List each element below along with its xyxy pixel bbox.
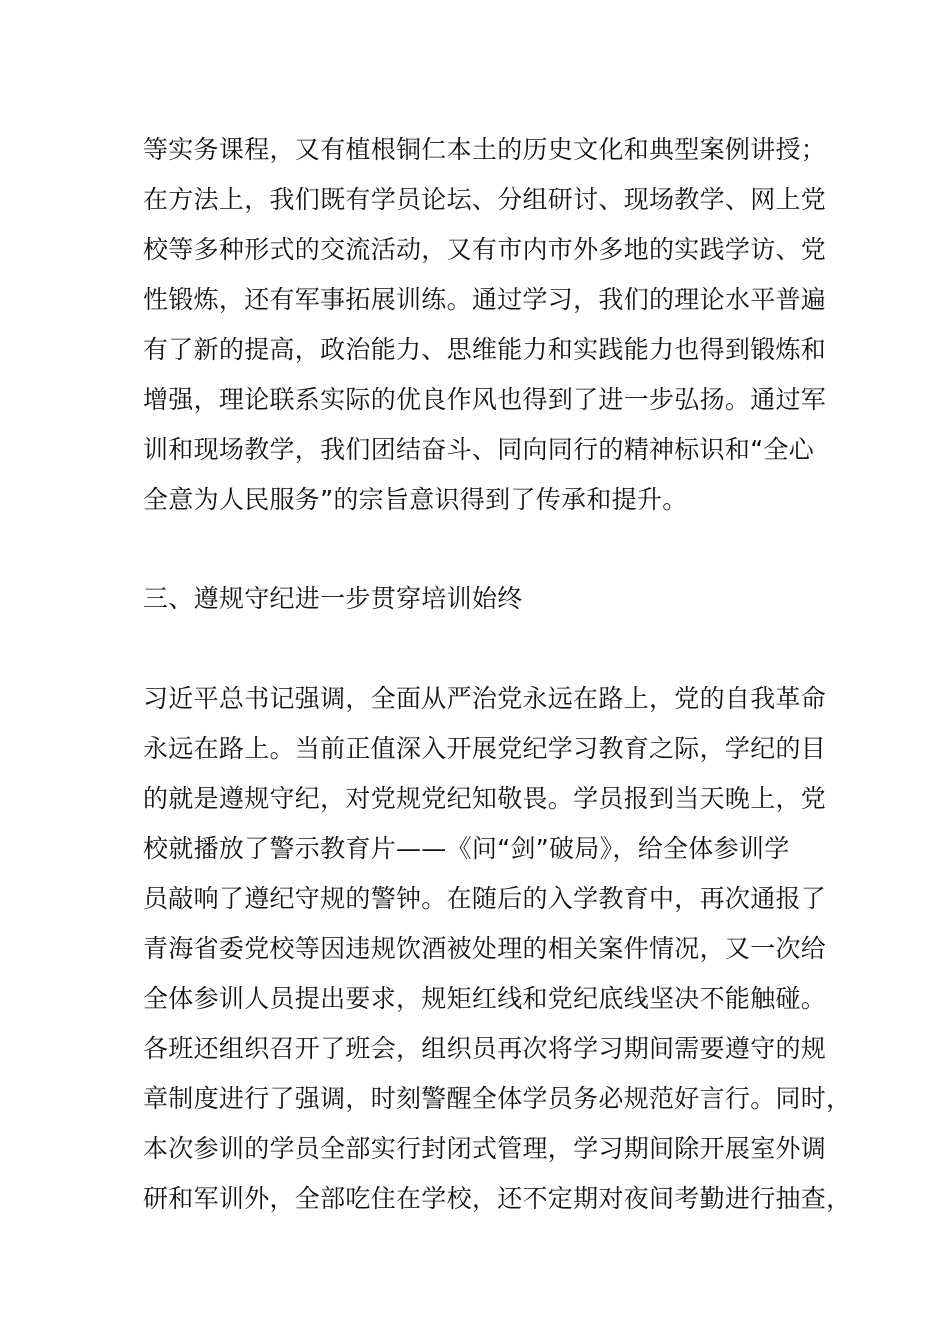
paragraph-2-line-4: 校就播放了警示教育片——《问“剑”破局》，给全体参训学 [143,834,790,863]
paragraph-2-line-3: 的就是遵规守纪，对党规党纪知敬畏。学员报到当天晚上，党 [143,784,827,813]
paragraph-2-line-6: 青海省委党校等因违规饮酒被处理的相关案件情况，又一次给 [143,934,827,963]
paragraph-2-line-2: 永远在路上。当前正值深入开展党纪学习教育之际，学纪的目 [143,734,827,763]
paragraph-2-line-8: 各班还组织召开了班会，组织员再次将学习期间需要遵守的规 [143,1034,827,1063]
section-heading: 三、遵规守纪进一步贯穿培训始终 [143,584,523,613]
paragraph-2-line-1: 习近平总书记强调，全面从严治党永远在路上，党的自我革命 [143,684,827,713]
paragraph-1-line-1: 等实务课程，又有植根铜仁本土的历史文化和典型案例讲授； [143,135,827,164]
paragraph-1-line-3: 校等多种形式的交流活动，又有市内市外多地的实践学访、党 [143,235,827,264]
paragraph-2-line-10: 本次参训的学员全部实行封闭式管理，学习期间除开展室外调 [143,1134,827,1163]
paragraph-1-line-8: 全意为人民服务”的宗旨意识得到了传承和提升。 [143,485,688,514]
paragraph-1-line-6: 增强，理论联系实际的优良作风也得到了进一步弘扬。通过军 [143,385,827,414]
paragraph-2-line-7: 全体参训人员提出要求，规矩红线和党纪底线坚决不能触碰。 [143,984,827,1013]
paragraph-2-line-5: 员敲响了遵纪守规的警钟。在随后的入学教育中，再次通报了 [143,884,827,913]
paragraph-2-line-11: 研和军训外，全部吃住在学校，还不定期对夜间考勤进行抽查， [143,1184,852,1213]
paragraph-1-line-2: 在方法上，我们既有学员论坛、分组研讨、现场教学、网上党 [143,185,827,214]
paragraph-1-line-5: 有了新的提高，政治能力、思维能力和实践能力也得到锻炼和 [143,335,827,364]
paragraph-1-line-7: 训和现场教学，我们团结奋斗、同向同行的精神标识和“全心 [143,435,815,464]
paragraph-1-line-4: 性锻炼，还有军事拓展训练。通过学习，我们的理论水平普遍 [143,285,827,314]
paragraph-2-line-9: 章制度进行了强调，时刻警醒全体学员务必规范好言行。同时， [143,1084,852,1113]
